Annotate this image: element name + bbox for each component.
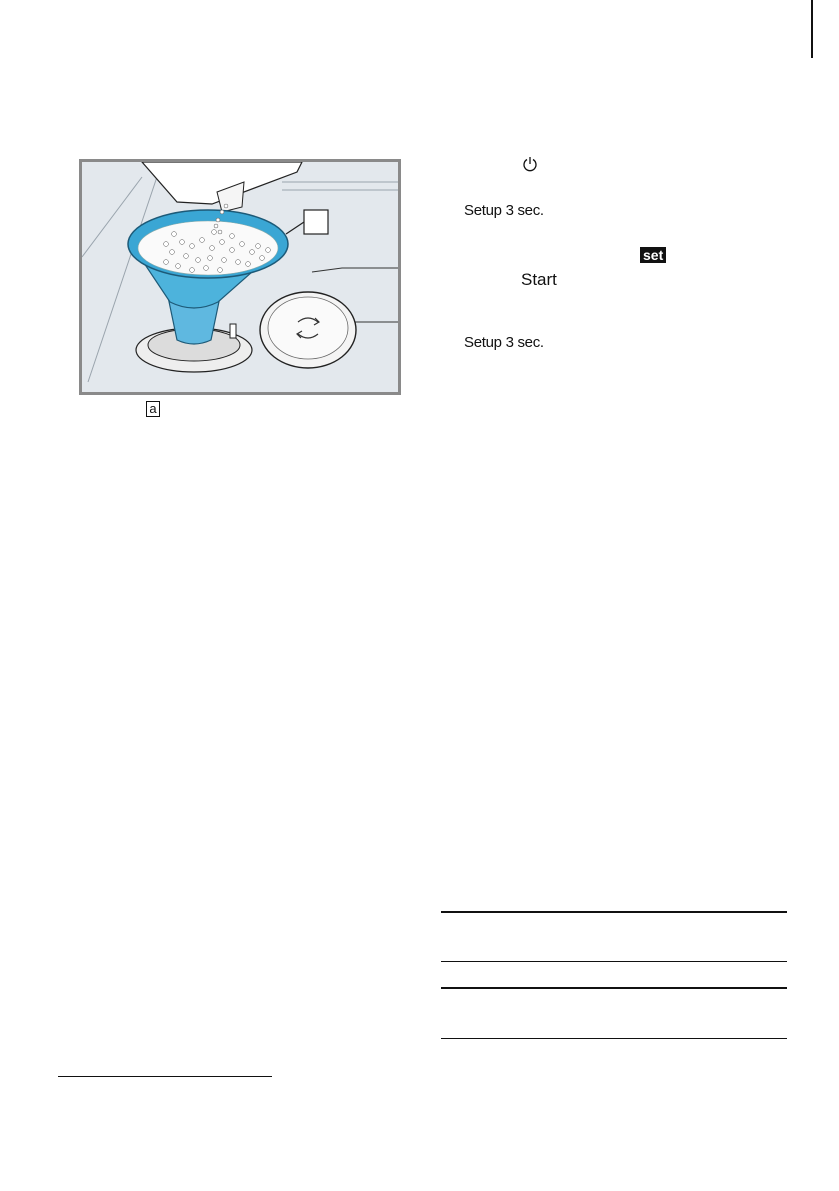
table-rule-bottom bbox=[441, 1038, 787, 1039]
table-rule-second-top bbox=[441, 987, 787, 989]
table-rule-top bbox=[441, 911, 787, 913]
footnote-rule bbox=[58, 1076, 272, 1077]
setup-text-1: Setup 3 sec. bbox=[464, 202, 544, 219]
salt-refill-illustration bbox=[79, 159, 401, 395]
start-label: Start bbox=[521, 270, 557, 289]
callout-box bbox=[304, 210, 328, 234]
power-icon bbox=[522, 155, 538, 173]
set-badge: set bbox=[640, 247, 666, 263]
page-edge-marker bbox=[811, 0, 813, 58]
table-rule-mid bbox=[441, 961, 787, 962]
figure-caption-label: a bbox=[146, 401, 160, 417]
funnel-salt-drawing bbox=[82, 162, 398, 392]
setup-text-2: Setup 3 sec. bbox=[464, 334, 544, 351]
